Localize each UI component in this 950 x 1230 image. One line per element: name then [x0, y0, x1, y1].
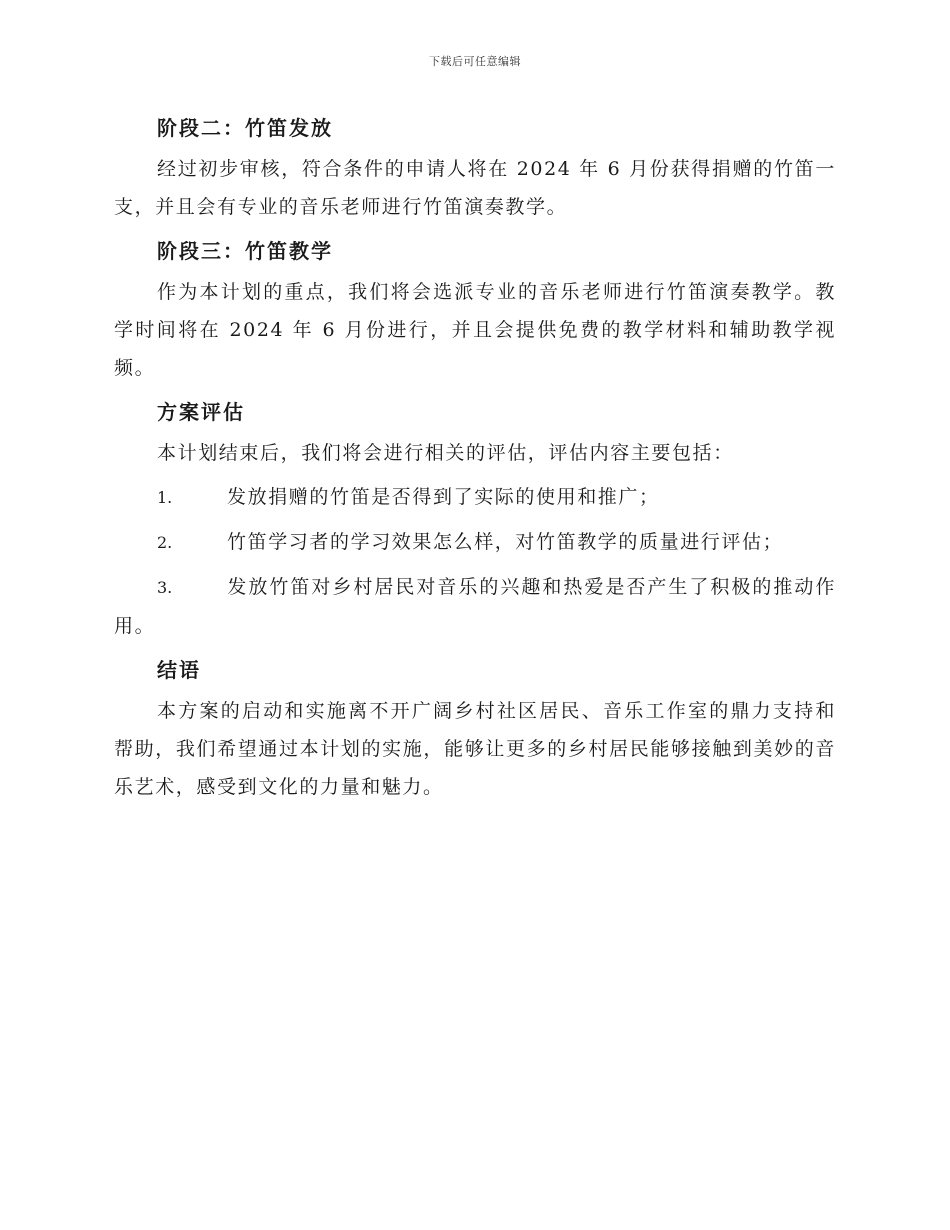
list-item	[114, 523, 836, 562]
paragraph-stage3: 作为本计划的重点，我们将会选派专业的音乐老师进行竹笛演奏教学。教学时间将在 2024 年 6 月份进行，并且会提供免费的教学材料和辅助教学视频。	[114, 281, 836, 379]
list-item	[114, 478, 836, 517]
list-item-number: 3.	[157, 578, 173, 597]
list-item-text: 发放捐赠的竹笛是否得到了实际的使用和推广；	[227, 486, 660, 508]
page-header: 下载后可任意编辑	[429, 55, 521, 68]
document-body	[114, 112, 836, 806]
list-item	[114, 568, 836, 645]
section-heading-stage2: 阶段二：竹笛发放	[157, 116, 333, 140]
section-heading-conclusion: 结语	[157, 658, 201, 682]
section-heading-evaluation: 方案评估	[157, 400, 245, 424]
paragraph-evaluation-intro: 本计划结束后，我们将会进行相关的评估，评估内容主要包括：	[157, 442, 734, 464]
list-item-number: 2.	[157, 533, 173, 552]
paragraph-conclusion: 本方案的启动和实施离不开广阔乡村社区居民、音乐工作室的鼎力支持和帮助，我们希望通过本计划的实施，能够让更多的乡村居民能够接触到美妙的音乐艺术，感受到文化的力量和魅力。	[114, 700, 836, 798]
section-heading-stage3: 阶段三：竹笛教学	[157, 239, 333, 263]
list-item-number: 1.	[157, 488, 173, 507]
list-item-text: 发放竹笛对乡村居民对音乐的兴趣和热爱是否产生了积极的推动作用。	[114, 576, 836, 637]
paragraph-stage2: 经过初步审核，符合条件的申请人将在 2024 年 6 月份获得捐赠的竹笛一支，并且会有专业的音乐老师进行竹笛演奏教学。	[114, 158, 836, 218]
list-item-text: 竹笛学习者的学习效果怎么样，对竹笛教学的质量进行评估；	[227, 531, 784, 553]
